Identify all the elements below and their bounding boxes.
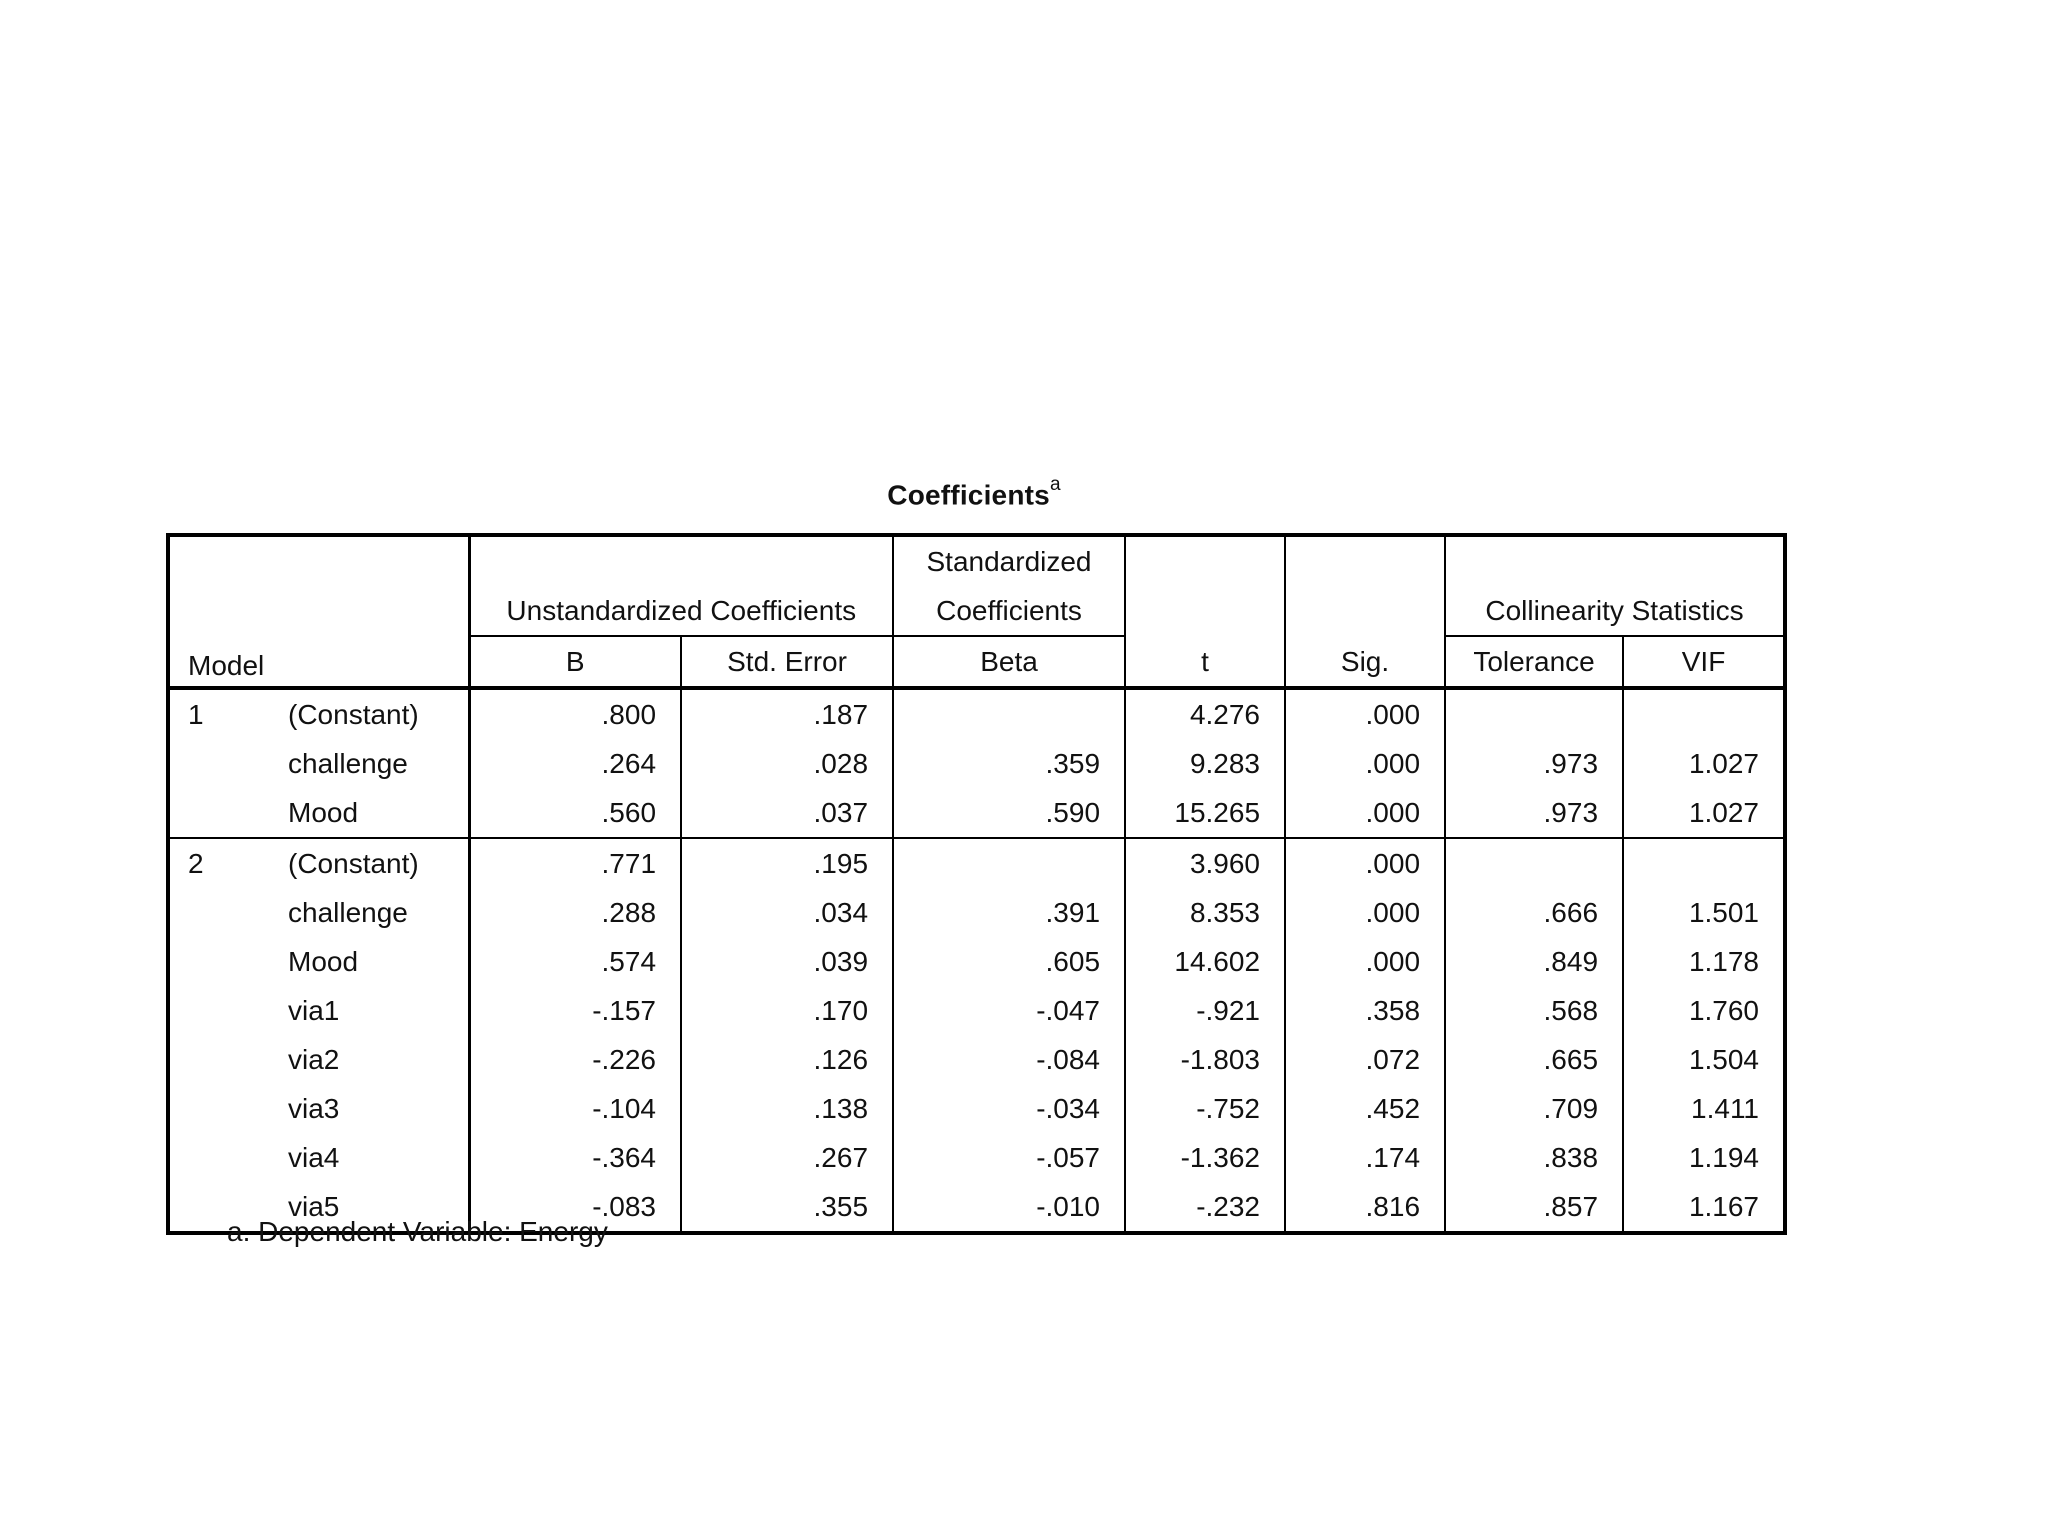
- cell-sig: .000: [1285, 888, 1445, 937]
- cell-tolerance: .849: [1445, 937, 1623, 986]
- predictor-label: Mood: [288, 797, 359, 828]
- table-row: [168, 739, 1785, 788]
- cell-b: -.083: [469, 1182, 681, 1233]
- table-row: [168, 788, 1785, 838]
- cell-b: -.226: [469, 1035, 681, 1084]
- header-model: Model: [188, 650, 265, 681]
- cell-vif: 1.504: [1623, 1035, 1785, 1084]
- table-title-text: Coefficients: [887, 479, 1050, 511]
- cell-sig: .358: [1285, 986, 1445, 1035]
- cell-tolerance: .838: [1445, 1133, 1623, 1182]
- cell-b: .771: [469, 838, 681, 888]
- cell-sig: .000: [1285, 739, 1445, 788]
- footnote: a. Dependent Variable: Energy: [227, 1216, 608, 1247]
- header-std-error: Std. Error: [681, 636, 893, 688]
- cell-tolerance: .709: [1445, 1084, 1623, 1133]
- model-number: 2: [168, 838, 282, 1233]
- cell-sig: .000: [1285, 937, 1445, 986]
- cell-se: .028: [681, 739, 893, 788]
- cell-vif: 1.501: [1623, 888, 1785, 937]
- cell-b: .800: [469, 688, 681, 739]
- cell-vif: 1.411: [1623, 1084, 1785, 1133]
- table-row: [168, 986, 1785, 1035]
- predictor-label: Mood: [288, 946, 359, 977]
- cell-sig: .000: [1285, 838, 1445, 888]
- cell-se: .039: [681, 937, 893, 986]
- cell-vif: 1.178: [1623, 937, 1785, 986]
- table-row: [168, 888, 1785, 937]
- cell-se: .138: [681, 1084, 893, 1133]
- cell-se: .187: [681, 688, 893, 739]
- cell-t: -.232: [1125, 1182, 1285, 1233]
- predictor-label: via4: [288, 1142, 340, 1173]
- cell-se: .034: [681, 888, 893, 937]
- cell-t: 8.353: [1125, 888, 1285, 937]
- cell-tolerance: .857: [1445, 1182, 1623, 1233]
- cell-b: .574: [469, 937, 681, 986]
- cell-se: .037: [681, 788, 893, 838]
- cell-beta: .590: [893, 788, 1125, 838]
- cell-beta: .391: [893, 888, 1125, 937]
- cell-tolerance: [1445, 838, 1623, 888]
- predictor-label: challenge: [288, 748, 408, 779]
- cell-vif: [1623, 688, 1785, 739]
- predictor-label: (Constant): [282, 688, 469, 739]
- predictor-label: via2: [288, 1044, 340, 1075]
- cell-sig: .174: [1285, 1133, 1445, 1182]
- header-sig: Sig.: [1285, 535, 1445, 688]
- cell-vif: 1.027: [1623, 788, 1785, 838]
- model-number: 1: [168, 688, 282, 838]
- cell-vif: 1.027: [1623, 739, 1785, 788]
- cell-beta: -.034: [893, 1084, 1125, 1133]
- cell-b: -.157: [469, 986, 681, 1035]
- cell-t: -1.362: [1125, 1133, 1285, 1182]
- predictor-label: via3: [288, 1093, 340, 1124]
- cell-t: 14.602: [1125, 937, 1285, 986]
- table-row: [168, 937, 1785, 986]
- cell-tolerance: .568: [1445, 986, 1623, 1035]
- predictor-label: challenge: [288, 897, 408, 928]
- table-row: [168, 838, 1785, 888]
- cell-vif: [1623, 838, 1785, 888]
- cell-b: .288: [469, 888, 681, 937]
- header-row-1: [168, 535, 1785, 636]
- coefficients-table: [166, 533, 1787, 1235]
- cell-beta: [893, 688, 1125, 739]
- cell-b: .264: [469, 739, 681, 788]
- cell-sig: .000: [1285, 788, 1445, 838]
- cell-b: -.104: [469, 1084, 681, 1133]
- cell-sig: .000: [1285, 688, 1445, 739]
- cell-sig: .816: [1285, 1182, 1445, 1233]
- cell-b: .560: [469, 788, 681, 838]
- cell-beta: -.047: [893, 986, 1125, 1035]
- cell-t: -.921: [1125, 986, 1285, 1035]
- cell-t: 9.283: [1125, 739, 1285, 788]
- table-row: [168, 688, 1785, 739]
- table-title: [0, 474, 1948, 511]
- header-standardized-line1: Standardized: [926, 546, 1092, 577]
- title-superscript: a: [1049, 474, 1061, 495]
- cell-beta: [893, 838, 1125, 888]
- cell-se: .267: [681, 1133, 893, 1182]
- cell-t: -.752: [1125, 1084, 1285, 1133]
- cell-sig: .452: [1285, 1084, 1445, 1133]
- header-beta: Beta: [893, 636, 1125, 688]
- header-tolerance: Tolerance: [1445, 636, 1623, 688]
- cell-beta: -.010: [893, 1182, 1125, 1233]
- header-collinearity: Collinearity Statistics: [1445, 535, 1785, 636]
- cell-vif: 1.760: [1623, 986, 1785, 1035]
- cell-t: 15.265: [1125, 788, 1285, 838]
- table-row: [168, 1084, 1785, 1133]
- cell-tolerance: [1445, 688, 1623, 739]
- table-row: [168, 1133, 1785, 1182]
- cell-b: -.364: [469, 1133, 681, 1182]
- header-vif: VIF: [1623, 636, 1785, 688]
- header-standardized-line2: Coefficients: [936, 595, 1082, 626]
- cell-se: .355: [681, 1182, 893, 1233]
- header-unstandardized: Unstandardized Coefficients: [469, 535, 893, 636]
- cell-t: 4.276: [1125, 688, 1285, 739]
- table-body: [168, 688, 1785, 1233]
- cell-vif: 1.167: [1623, 1182, 1785, 1233]
- cell-sig: .072: [1285, 1035, 1445, 1084]
- cell-t: 3.960: [1125, 838, 1285, 888]
- predictor-label: via1: [288, 995, 340, 1026]
- cell-se: .170: [681, 986, 893, 1035]
- cell-tolerance: .973: [1445, 788, 1623, 838]
- cell-beta: -.084: [893, 1035, 1125, 1084]
- cell-se: .195: [681, 838, 893, 888]
- predictor-label: (Constant): [282, 838, 469, 888]
- predictor-label: via5: [288, 1191, 340, 1222]
- table-row: [168, 1035, 1785, 1084]
- cell-tolerance: .666: [1445, 888, 1623, 937]
- cell-se: .126: [681, 1035, 893, 1084]
- cell-tolerance: .665: [1445, 1035, 1623, 1084]
- cell-t: -1.803: [1125, 1035, 1285, 1084]
- cell-tolerance: .973: [1445, 739, 1623, 788]
- cell-beta: .605: [893, 937, 1125, 986]
- header-b: B: [469, 636, 681, 688]
- header-t: t: [1125, 535, 1285, 688]
- header-standardized: [893, 535, 1125, 636]
- cell-beta: .359: [893, 739, 1125, 788]
- cell-beta: -.057: [893, 1133, 1125, 1182]
- cell-vif: 1.194: [1623, 1133, 1785, 1182]
